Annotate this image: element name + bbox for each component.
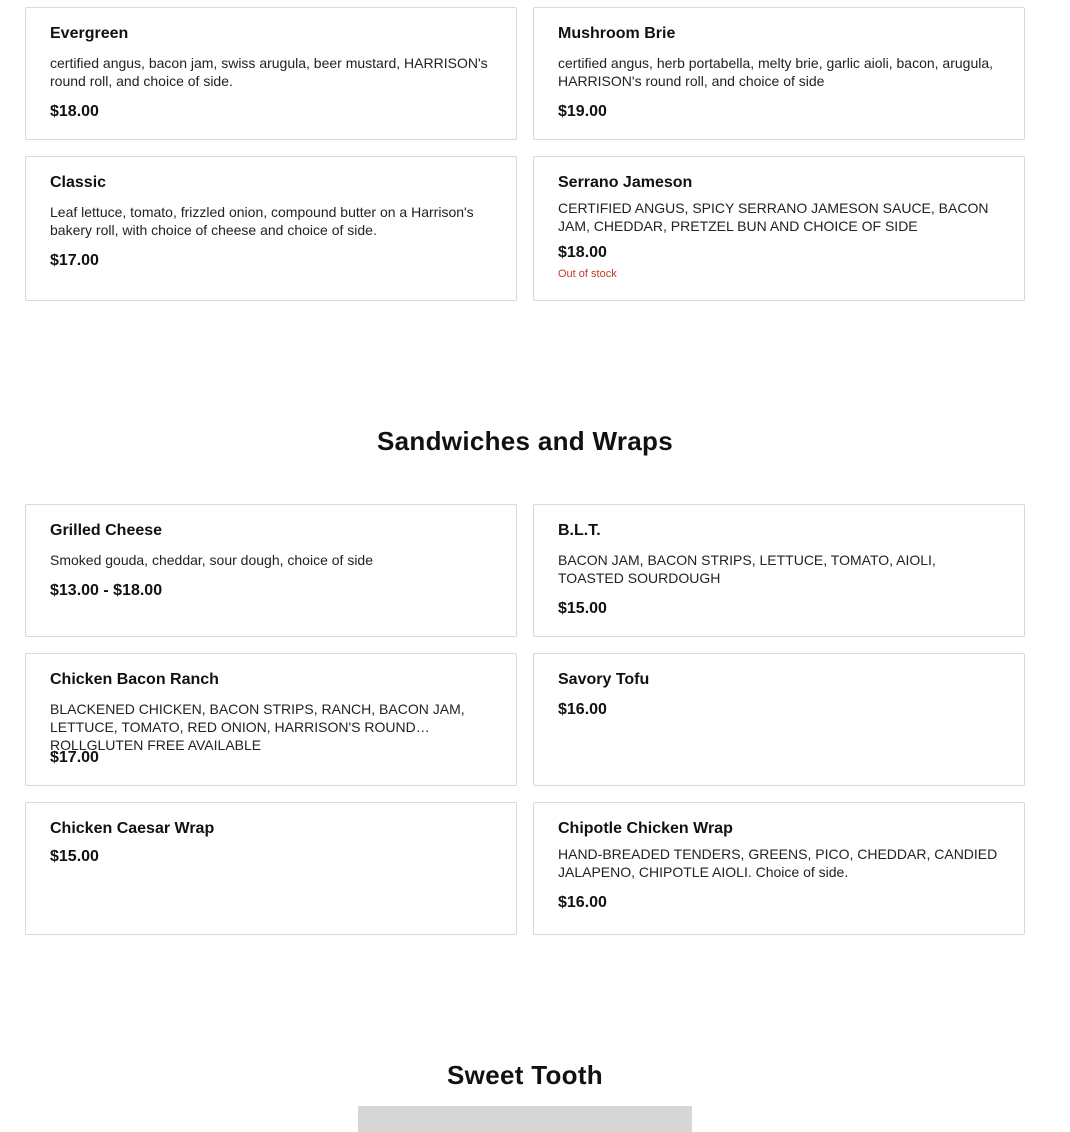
menu-item-price: $18.00	[558, 244, 607, 261]
section-title-sweet-tooth: Sweet Tooth	[447, 1060, 603, 1090]
menu-item-card[interactable]	[533, 802, 1025, 935]
menu-item-description: BLACKENED CHICKEN, BACON STRIPS, RANCH, BACON JAM, LETTUCE, TOMATO, RED ONION, HARRISON'S ROUND ROLLGLUTEN FREE AVAILABLE	[50, 701, 465, 753]
menu-item-name: Classic	[50, 174, 107, 191]
menu-item-name: Savory Tofu	[558, 671, 650, 688]
section-title-sandwiches: Sandwiches and Wraps	[377, 426, 673, 456]
menu-item-description: CERTIFIED ANGUS, SPICY SERRANO JAMESON SAUCE, BACON JAM, CHEDDAR, PRETZEL BUN AND CHOICE OF SIDE	[558, 200, 989, 234]
menu-item-name: Serrano Jameson	[558, 174, 693, 191]
menu-item-price: $15.00	[558, 600, 607, 617]
menu-item-card[interactable]	[533, 156, 1025, 301]
menu-item-card[interactable]	[25, 156, 517, 301]
menu-item-name: Grilled Cheese	[50, 522, 163, 539]
menu-item-name: Chipotle Chicken Wrap	[558, 820, 733, 837]
menu-item-price: $16.00	[558, 701, 607, 718]
menu-item-description: BACON JAM, BACON STRIPS, LETTUCE, TOMATO, AIOLI, TOASTED SOURDOUGH	[558, 552, 936, 586]
out-of-stock-label: Out of stock	[558, 268, 617, 280]
menu-item-price: $16.00	[558, 894, 607, 911]
menu-item-price: $18.00	[50, 103, 99, 120]
menu-item-card[interactable]	[25, 504, 517, 637]
menu-item-name: Evergreen	[50, 25, 129, 42]
menu-item-price: $19.00	[558, 103, 607, 120]
menu-item-description: certified angus, bacon jam, swiss arugula, beer mustard, HARRISON's round roll, and choice of side.	[50, 55, 488, 89]
menu-item-name: Chicken Caesar Wrap	[50, 820, 215, 837]
menu-item-name: Mushroom Brie	[558, 25, 676, 42]
menu-item-description: certified angus, herb portabella, melty brie, garlic aioli, bacon, arugula, HARRISON's round roll, and choice of side	[558, 55, 994, 89]
menu-item-price: $17.00	[50, 252, 99, 269]
menu-item-price: $13.00 - $18.00	[50, 582, 163, 599]
menu-item-name: B.L.T.	[558, 522, 601, 539]
menu-item-name: Chicken Bacon Ranch	[50, 671, 219, 688]
menu-item-description: Leaf lettuce, tomato, frizzled onion, compound butter on a Harrison's bakery roll, with choice of cheese and choice of side.	[50, 204, 474, 238]
menu-item-card[interactable]	[25, 802, 517, 935]
menu-item-price: $15.00	[50, 848, 99, 865]
menu-item-card[interactable]	[25, 653, 517, 786]
menu-item-card[interactable]	[533, 653, 1025, 786]
menu-item-card[interactable]	[25, 7, 517, 140]
menu-item-price: $17.00	[50, 749, 99, 766]
menu-item-card[interactable]	[533, 504, 1025, 637]
menu-item-card[interactable]	[533, 7, 1025, 140]
menu-item-description: Smoked gouda, cheddar, sour dough, choice of side	[50, 552, 373, 568]
section-image-placeholder	[358, 1106, 692, 1132]
menu-item-description: HAND-BREADED TENDERS, GREENS, PICO, CHEDDAR, CANDIED JALAPENO, CHIPOTLE AIOLI. Choice of side.	[558, 846, 998, 880]
